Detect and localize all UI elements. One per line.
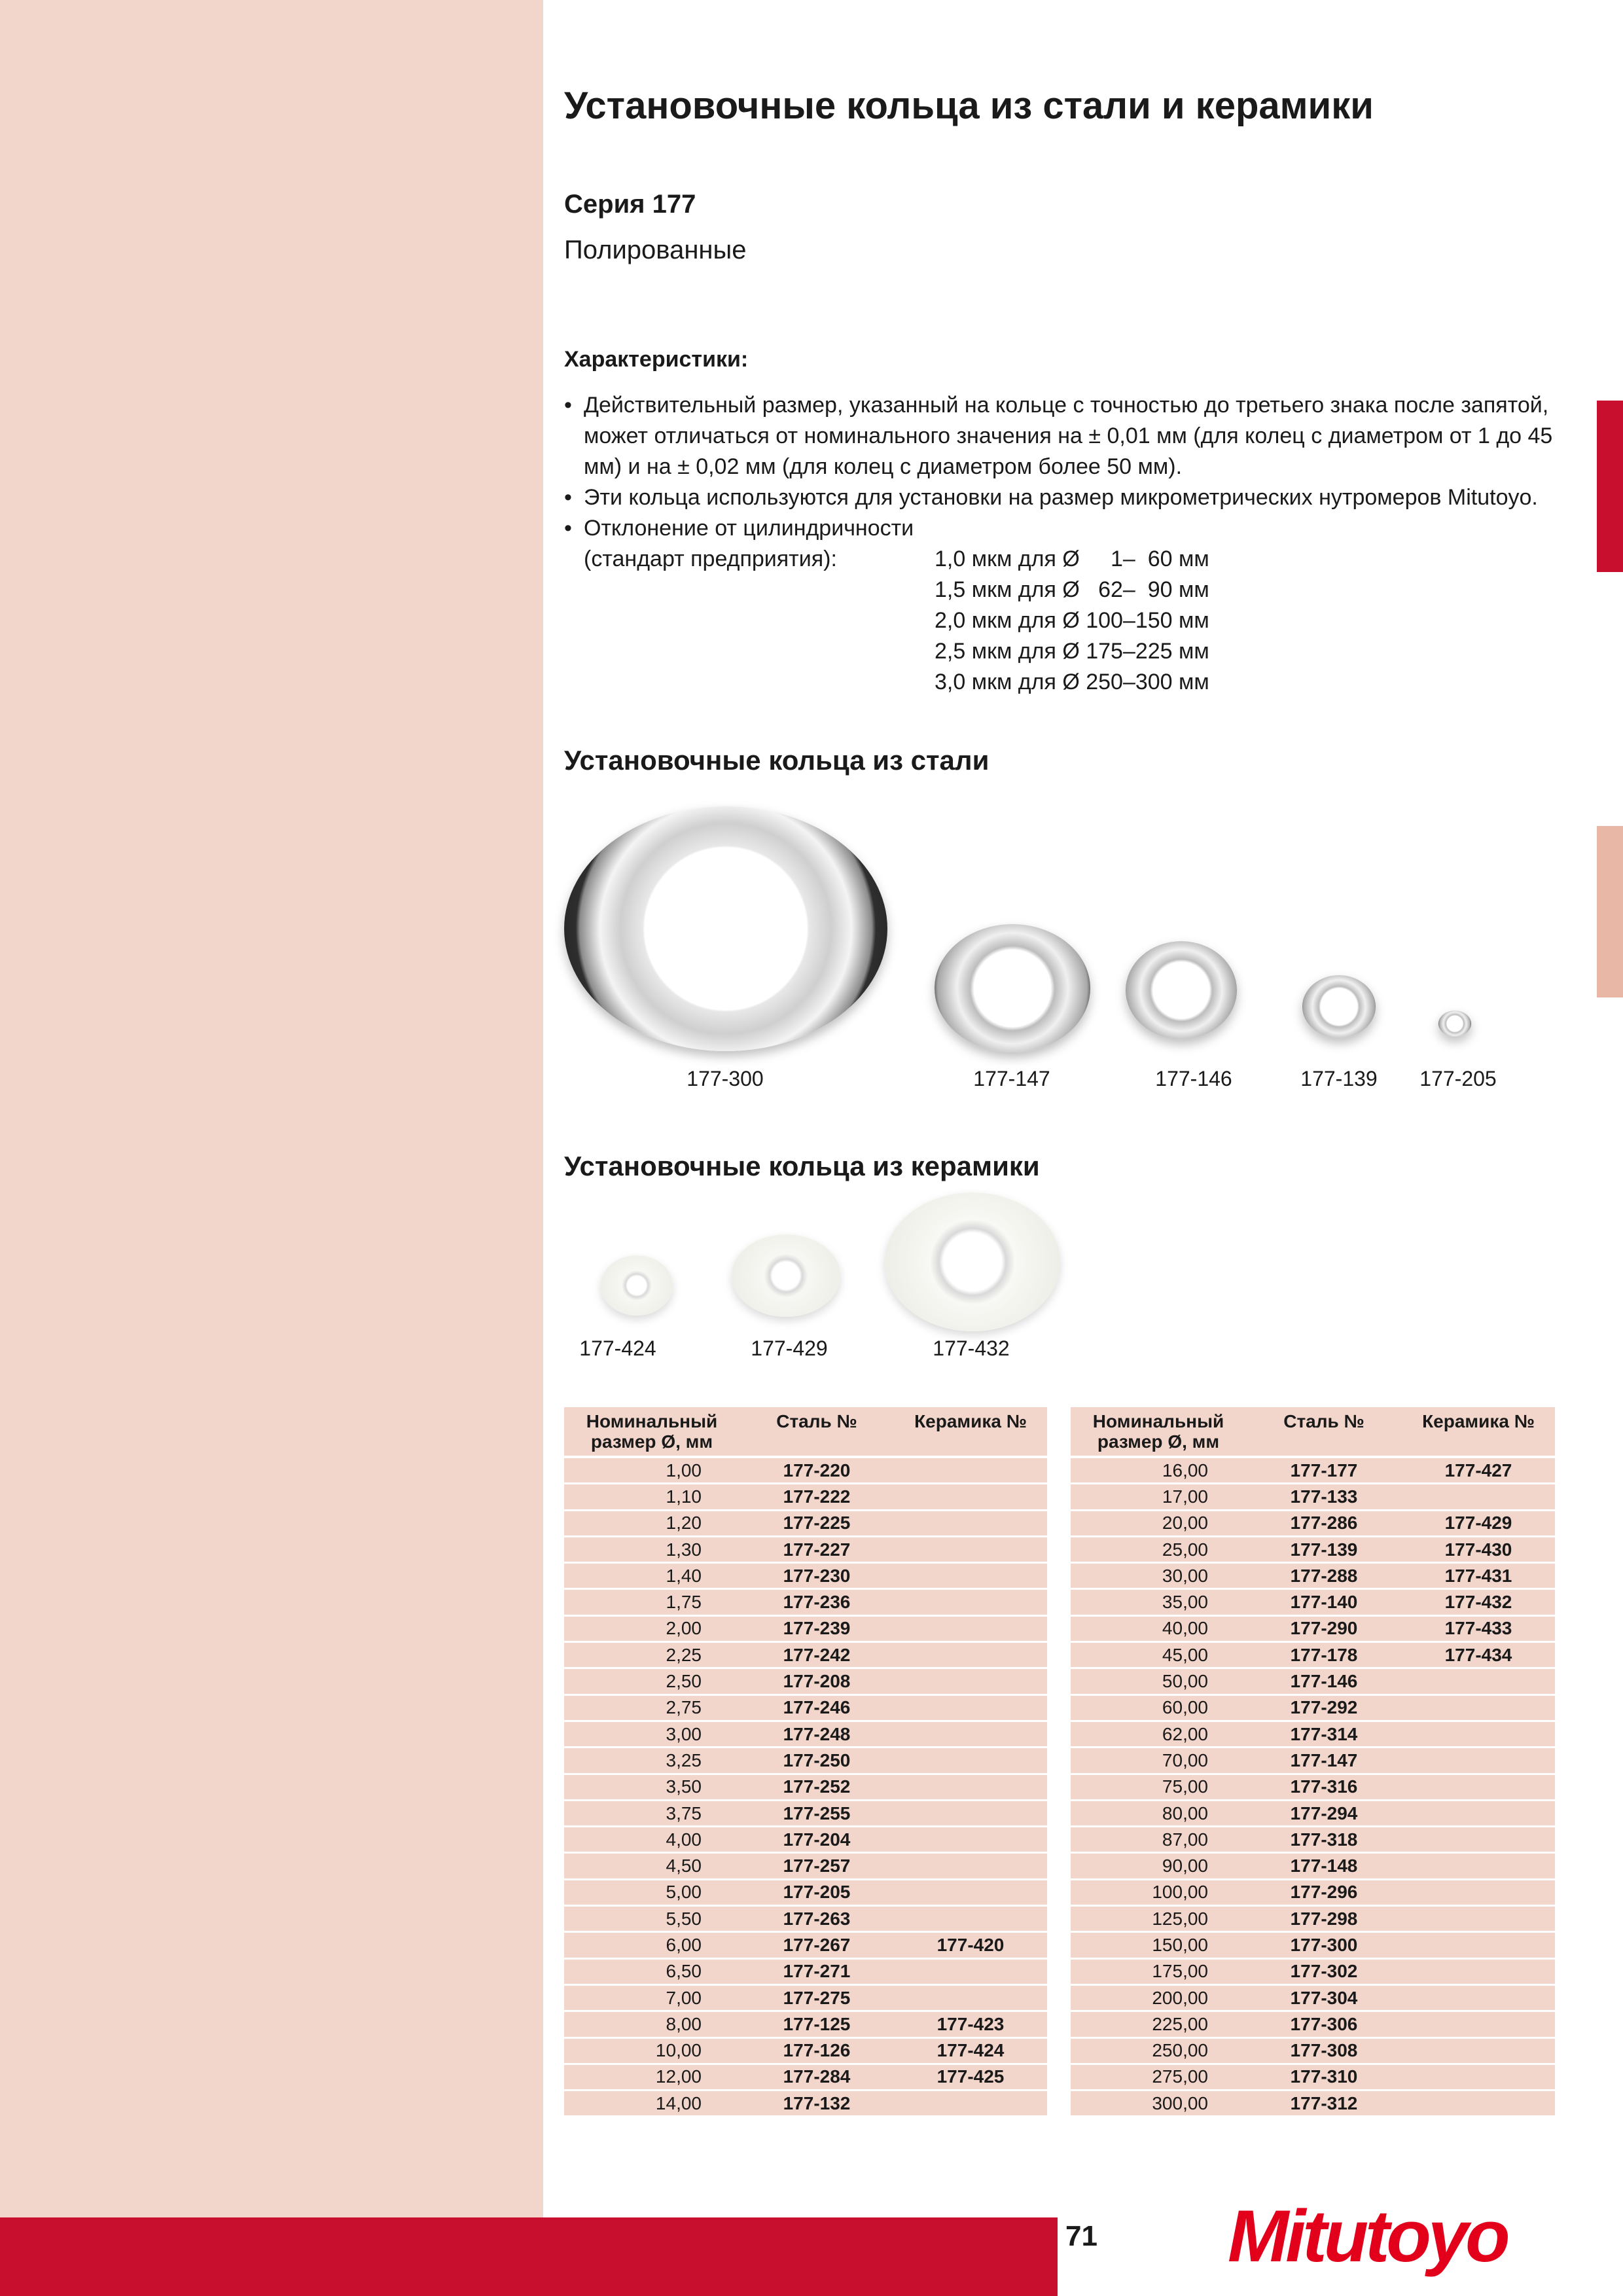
ceramic-part-cell	[1402, 1879, 1555, 1905]
spec-row	[564, 667, 1572, 698]
steel-part-cell: 177-246	[740, 1695, 894, 1721]
table-row	[1071, 2064, 1555, 2090]
nominal-size-cell: 2,00	[564, 1615, 740, 1641]
nominal-size-cell: 175,00	[1071, 1958, 1246, 1984]
nominal-size-cell: 70,00	[1071, 1748, 1246, 1774]
table-row	[1071, 2037, 1555, 2064]
steel-part-cell: 177-306	[1246, 2011, 1402, 2037]
steel-part-cell: 177-178	[1246, 1642, 1402, 1668]
ceramic-part-cell	[894, 1958, 1047, 1984]
table-row	[1071, 1615, 1555, 1641]
table-row	[1071, 1589, 1555, 1615]
nominal-size-cell: 1,10	[564, 1484, 740, 1510]
series-label: Серия 177	[564, 190, 696, 219]
nominal-size-cell: 125,00	[1071, 1906, 1246, 1932]
ceramic-part-cell	[894, 1853, 1047, 1879]
nominal-size-cell: 200,00	[1071, 1984, 1246, 2011]
table-row	[564, 1589, 1047, 1615]
table-row	[1071, 1642, 1555, 1668]
nominal-size-cell: 25,00	[1071, 1536, 1246, 1562]
steel-part-cell: 177-314	[1246, 1721, 1402, 1747]
ceramic-part-cell	[1402, 1721, 1555, 1747]
nominal-size-cell: 90,00	[1071, 1853, 1246, 1879]
nominal-size-cell: 5,50	[564, 1906, 740, 1932]
steel-part-cell: 177-139	[1246, 1536, 1402, 1562]
table-row	[1071, 1932, 1555, 1958]
steel-part-cell: 177-225	[740, 1510, 894, 1536]
ceramic-part-cell	[894, 1642, 1047, 1668]
steel-ring-image	[1438, 1011, 1471, 1037]
table-row	[1071, 1668, 1555, 1695]
table-row	[564, 1615, 1047, 1641]
steel-part-cell: 177-236	[740, 1589, 894, 1615]
table-row	[1071, 1984, 1555, 2011]
table-row	[564, 1484, 1047, 1510]
steel-part-cell: 177-257	[740, 1853, 894, 1879]
ring-caption: 177-205	[1419, 1067, 1497, 1090]
table-row	[1071, 1774, 1555, 1800]
steel-part-cell: 177-230	[740, 1563, 894, 1589]
steel-part-cell: 177-148	[1246, 1853, 1402, 1879]
ceramic-part-cell	[894, 1484, 1047, 1510]
nominal-size-cell: 30,00	[1071, 1563, 1246, 1589]
steel-part-cell: 177-205	[740, 1879, 894, 1905]
ceramic-part-cell	[1402, 2090, 1555, 2117]
ceramic-part-cell	[1402, 1695, 1555, 1721]
table-row	[564, 1510, 1047, 1536]
steel-ring-image	[935, 924, 1090, 1052]
steel-part-cell: 177-267	[740, 1932, 894, 1958]
steel-part-cell: 177-177	[1246, 1457, 1402, 1484]
steel-part-cell: 177-132	[740, 2090, 894, 2117]
table-row	[564, 1774, 1047, 1800]
feature-bullet: • Действительный размер, указанный на кольце с точностью до третьего знака после запятой, может отличаться от номинального значения на ± 0,01 мм (для колец с диаметром от 1 до 45 мм) и на ± 0,02 мм (для колец с диаметром более 50 мм).	[564, 390, 1572, 482]
ceramic-part-cell	[1402, 1827, 1555, 1853]
nominal-size-cell: 62,00	[1071, 1721, 1246, 1747]
nominal-size-cell: 300,00	[1071, 2090, 1246, 2117]
steel-part-cell: 177-304	[1246, 1984, 1402, 2011]
steel-part-cell: 177-288	[1246, 1563, 1402, 1589]
table-row	[1071, 1800, 1555, 1826]
steel-part-cell: 177-296	[1246, 1879, 1402, 1905]
nominal-size-cell: 80,00	[1071, 1800, 1246, 1826]
steel-rings-heading: Установочные кольца из стали	[564, 745, 990, 776]
table-row	[1071, 2090, 1555, 2117]
features-list	[564, 390, 1572, 698]
nominal-size-cell: 45,00	[1071, 1642, 1246, 1668]
steel-part-cell: 177-222	[740, 1484, 894, 1510]
page-title: Установочные кольца из стали и керамики	[564, 84, 1374, 127]
table-row	[1071, 1563, 1555, 1589]
series-subtitle: Полированные	[564, 236, 747, 264]
ring-caption: 177-432	[933, 1336, 1010, 1360]
table-row	[564, 1695, 1047, 1721]
steel-part-cell: 177-204	[740, 1827, 894, 1853]
nominal-size-cell: 20,00	[1071, 1510, 1246, 1536]
steel-part-cell: 177-242	[740, 1642, 894, 1668]
spec-value: 1,0 мкм для Ø 1– 60 мм	[935, 547, 1209, 571]
steel-part-cell: 177-290	[1246, 1615, 1402, 1641]
spec-row	[564, 544, 1572, 575]
table-row	[564, 1748, 1047, 1774]
nominal-size-cell: 3,25	[564, 1748, 740, 1774]
steel-part-cell: 177-146	[1246, 1668, 1402, 1695]
nominal-size-cell: 1,30	[564, 1536, 740, 1562]
steel-part-cell: 177-316	[1246, 1774, 1402, 1800]
ceramic-part-cell: 177-434	[1402, 1642, 1555, 1668]
steel-ring-image	[1302, 975, 1376, 1038]
ceramic-part-cell: 177-423	[894, 2011, 1047, 2037]
col-header-ceramic: Керамика №	[894, 1407, 1047, 1457]
nominal-size-cell: 8,00	[564, 2011, 740, 2037]
table-row	[564, 1932, 1047, 1958]
ceramic-part-cell	[1402, 2064, 1555, 2090]
nominal-size-cell: 250,00	[1071, 2037, 1246, 2064]
steel-part-cell: 177-248	[740, 1721, 894, 1747]
ceramic-part-cell	[894, 1827, 1047, 1853]
ceramic-part-cell: 177-429	[1402, 1510, 1555, 1536]
ceramic-part-cell: 177-431	[1402, 1563, 1555, 1589]
table-row	[1071, 1510, 1555, 1536]
steel-part-cell: 177-302	[1246, 1958, 1402, 1984]
table-row	[1071, 1536, 1555, 1562]
ceramic-part-cell	[894, 1906, 1047, 1932]
spec-row	[564, 605, 1572, 636]
ceramic-part-cell	[1402, 1984, 1555, 2011]
table-row	[564, 1984, 1047, 2011]
spec-row	[564, 575, 1572, 605]
ring-caption: 177-429	[751, 1336, 828, 1360]
table-row	[564, 1457, 1047, 1484]
brand-logo: Mitutoyo	[1228, 2195, 1507, 2277]
ceramic-part-cell	[1402, 1906, 1555, 1932]
ceramic-part-cell	[1402, 1774, 1555, 1800]
ceramic-part-cell	[1402, 1958, 1555, 1984]
ceramic-part-cell: 177-420	[894, 1932, 1047, 1958]
steel-part-cell: 177-133	[1246, 1484, 1402, 1510]
ceramic-part-cell: 177-425	[894, 2064, 1047, 2090]
table-row	[564, 1721, 1047, 1747]
sizes-table-right	[1071, 1407, 1555, 2117]
ceramic-part-cell	[894, 1774, 1047, 1800]
steel-part-cell: 177-310	[1246, 2064, 1402, 2090]
ceramic-part-cell: 177-432	[1402, 1589, 1555, 1615]
chapter-tab-active	[1597, 401, 1623, 572]
feature-bullet: • Отклонение от цилиндричности	[564, 513, 1572, 544]
table-row	[564, 1642, 1047, 1668]
table-row	[564, 1536, 1047, 1562]
table-row	[564, 1853, 1047, 1879]
ceramic-part-cell	[1402, 1800, 1555, 1826]
footer-bar	[0, 2217, 1058, 2296]
nominal-size-cell: 1,75	[564, 1589, 740, 1615]
steel-ring-image	[1126, 941, 1237, 1039]
table-row	[564, 2090, 1047, 2117]
nominal-size-cell: 150,00	[1071, 1932, 1246, 1958]
steel-part-cell: 177-208	[740, 1668, 894, 1695]
nominal-size-cell: 10,00	[564, 2037, 740, 2064]
steel-part-cell: 177-284	[740, 2064, 894, 2090]
steel-part-cell: 177-294	[1246, 1800, 1402, 1826]
nominal-size-cell: 7,00	[564, 1984, 740, 2011]
nominal-size-cell: 6,00	[564, 1932, 740, 1958]
ceramic-part-cell	[894, 2090, 1047, 2117]
ring-caption: 177-424	[579, 1336, 656, 1360]
steel-part-cell: 177-300	[1246, 1932, 1402, 1958]
nominal-size-cell: 2,75	[564, 1695, 740, 1721]
table-row	[1071, 1748, 1555, 1774]
nominal-size-cell: 40,00	[1071, 1615, 1246, 1641]
table-row	[1071, 1484, 1555, 1510]
steel-part-cell: 177-239	[740, 1615, 894, 1641]
table-row	[564, 2064, 1047, 2090]
table-row	[1071, 1827, 1555, 1853]
col-header-nominal: Номинальный размер Ø, мм	[564, 1407, 740, 1457]
nominal-size-cell: 1,40	[564, 1563, 740, 1589]
nominal-size-cell: 2,50	[564, 1668, 740, 1695]
ceramic-ring-image	[885, 1193, 1060, 1331]
nominal-size-cell: 60,00	[1071, 1695, 1246, 1721]
table-row	[1071, 1879, 1555, 1905]
table-row	[564, 1800, 1047, 1826]
nominal-size-cell: 12,00	[564, 2064, 740, 2090]
ceramic-part-cell	[894, 1695, 1047, 1721]
table-row	[564, 1879, 1047, 1905]
table-row	[1071, 2011, 1555, 2037]
ceramic-part-cell	[1402, 1484, 1555, 1510]
ceramic-part-cell	[1402, 1932, 1555, 1958]
page-number: 71	[1065, 2220, 1097, 2252]
ceramic-part-cell	[1402, 1853, 1555, 1879]
nominal-size-cell: 275,00	[1071, 2064, 1246, 2090]
ceramic-ring-image	[601, 1255, 673, 1316]
left-decorative-band	[0, 0, 543, 2296]
ceramic-rings-heading: Установочные кольца из керамики	[564, 1151, 1040, 1181]
nominal-size-cell: 14,00	[564, 2090, 740, 2117]
steel-ring-image	[564, 806, 887, 1051]
nominal-size-cell: 3,00	[564, 1721, 740, 1747]
steel-part-cell: 177-312	[1246, 2090, 1402, 2117]
steel-part-cell: 177-125	[740, 2011, 894, 2037]
nominal-size-cell: 3,75	[564, 1800, 740, 1826]
ceramic-part-cell	[1402, 2037, 1555, 2064]
sizes-table-left	[564, 1407, 1047, 2117]
ceramic-part-cell	[894, 1589, 1047, 1615]
nominal-size-cell: 3,50	[564, 1774, 740, 1800]
nominal-size-cell: 35,00	[1071, 1589, 1246, 1615]
table-row	[1071, 1695, 1555, 1721]
ring-caption: 177-147	[973, 1067, 1050, 1090]
nominal-size-cell: 5,00	[564, 1879, 740, 1905]
chapter-tab	[1597, 826, 1623, 997]
ceramic-part-cell	[894, 1615, 1047, 1641]
ceramic-part-cell: 177-424	[894, 2037, 1047, 2064]
ceramic-ring-image	[732, 1234, 840, 1317]
nominal-size-cell: 2,25	[564, 1642, 740, 1668]
ceramic-part-cell	[894, 1668, 1047, 1695]
ceramic-part-cell	[894, 1457, 1047, 1484]
ceramic-part-cell	[894, 1510, 1047, 1536]
steel-part-cell: 177-140	[1246, 1589, 1402, 1615]
nominal-size-cell: 1,00	[564, 1457, 740, 1484]
ceramic-part-cell	[1402, 2011, 1555, 2037]
table-row	[564, 2037, 1047, 2064]
col-header-steel: Сталь №	[740, 1407, 894, 1457]
spec-value: 2,5 мкм для Ø 175–225 мм	[935, 639, 1209, 664]
steel-part-cell: 177-252	[740, 1774, 894, 1800]
nominal-size-cell: 4,00	[564, 1827, 740, 1853]
table-row	[1071, 1906, 1555, 1932]
table-row	[564, 1668, 1047, 1695]
ring-caption: 177-139	[1300, 1067, 1378, 1090]
ceramic-part-cell	[894, 1748, 1047, 1774]
steel-part-cell: 177-263	[740, 1906, 894, 1932]
table-row	[564, 1958, 1047, 1984]
ceramic-part-cell	[894, 1721, 1047, 1747]
steel-part-cell: 177-250	[740, 1748, 894, 1774]
feature-bullet: • Эти кольца используются для установки на размер микрометрических нутромеров Mitutoyo.	[564, 482, 1572, 513]
nominal-size-cell: 16,00	[1071, 1457, 1246, 1484]
nominal-size-cell: 100,00	[1071, 1879, 1246, 1905]
steel-part-cell: 177-126	[740, 2037, 894, 2064]
nominal-size-cell: 75,00	[1071, 1774, 1246, 1800]
ceramic-part-cell: 177-430	[1402, 1536, 1555, 1562]
table-row	[1071, 1853, 1555, 1879]
table-row	[1071, 1958, 1555, 1984]
ceramic-part-cell	[894, 1984, 1047, 2011]
ring-caption: 177-300	[687, 1067, 764, 1090]
spec-label: (стандарт предприятия):	[584, 547, 837, 571]
steel-part-cell: 177-147	[1246, 1748, 1402, 1774]
ceramic-part-cell	[894, 1800, 1047, 1826]
col-header-nominal: Номинальный размер Ø, мм	[1071, 1407, 1246, 1457]
table-row	[564, 1563, 1047, 1589]
col-header-steel: Сталь №	[1246, 1407, 1402, 1457]
spec-value: 1,5 мкм для Ø 62– 90 мм	[935, 577, 1209, 602]
ceramic-part-cell	[894, 1563, 1047, 1589]
steel-part-cell: 177-308	[1246, 2037, 1402, 2064]
spec-row	[564, 636, 1572, 667]
steel-part-cell: 177-275	[740, 1984, 894, 2011]
nominal-size-cell: 4,50	[564, 1853, 740, 1879]
nominal-size-cell: 87,00	[1071, 1827, 1246, 1853]
spec-value: 3,0 мкм для Ø 250–300 мм	[935, 670, 1209, 694]
ceramic-part-cell	[1402, 1748, 1555, 1774]
steel-part-cell: 177-227	[740, 1536, 894, 1562]
ceramic-part-cell	[894, 1536, 1047, 1562]
table-row	[1071, 1457, 1555, 1484]
nominal-size-cell: 6,50	[564, 1958, 740, 1984]
steel-part-cell: 177-286	[1246, 1510, 1402, 1536]
ceramic-part-cell	[894, 1879, 1047, 1905]
col-header-ceramic: Керамика №	[1402, 1407, 1555, 1457]
table-row	[564, 1827, 1047, 1853]
steel-part-cell: 177-292	[1246, 1695, 1402, 1721]
steel-part-cell: 177-271	[740, 1958, 894, 1984]
ceramic-part-cell: 177-433	[1402, 1615, 1555, 1641]
features-heading: Характеристики:	[564, 347, 749, 372]
table-row	[564, 1906, 1047, 1932]
table-row	[1071, 1721, 1555, 1747]
nominal-size-cell: 1,20	[564, 1510, 740, 1536]
table-row	[564, 2011, 1047, 2037]
nominal-size-cell: 17,00	[1071, 1484, 1246, 1510]
ceramic-part-cell: 177-427	[1402, 1457, 1555, 1484]
spec-value: 2,0 мкм для Ø 100–150 мм	[935, 608, 1209, 633]
ring-caption: 177-146	[1155, 1067, 1232, 1090]
nominal-size-cell: 225,00	[1071, 2011, 1246, 2037]
steel-part-cell: 177-220	[740, 1457, 894, 1484]
steel-part-cell: 177-298	[1246, 1906, 1402, 1932]
ceramic-part-cell	[1402, 1668, 1555, 1695]
steel-part-cell: 177-255	[740, 1800, 894, 1826]
nominal-size-cell: 50,00	[1071, 1668, 1246, 1695]
steel-part-cell: 177-318	[1246, 1827, 1402, 1853]
